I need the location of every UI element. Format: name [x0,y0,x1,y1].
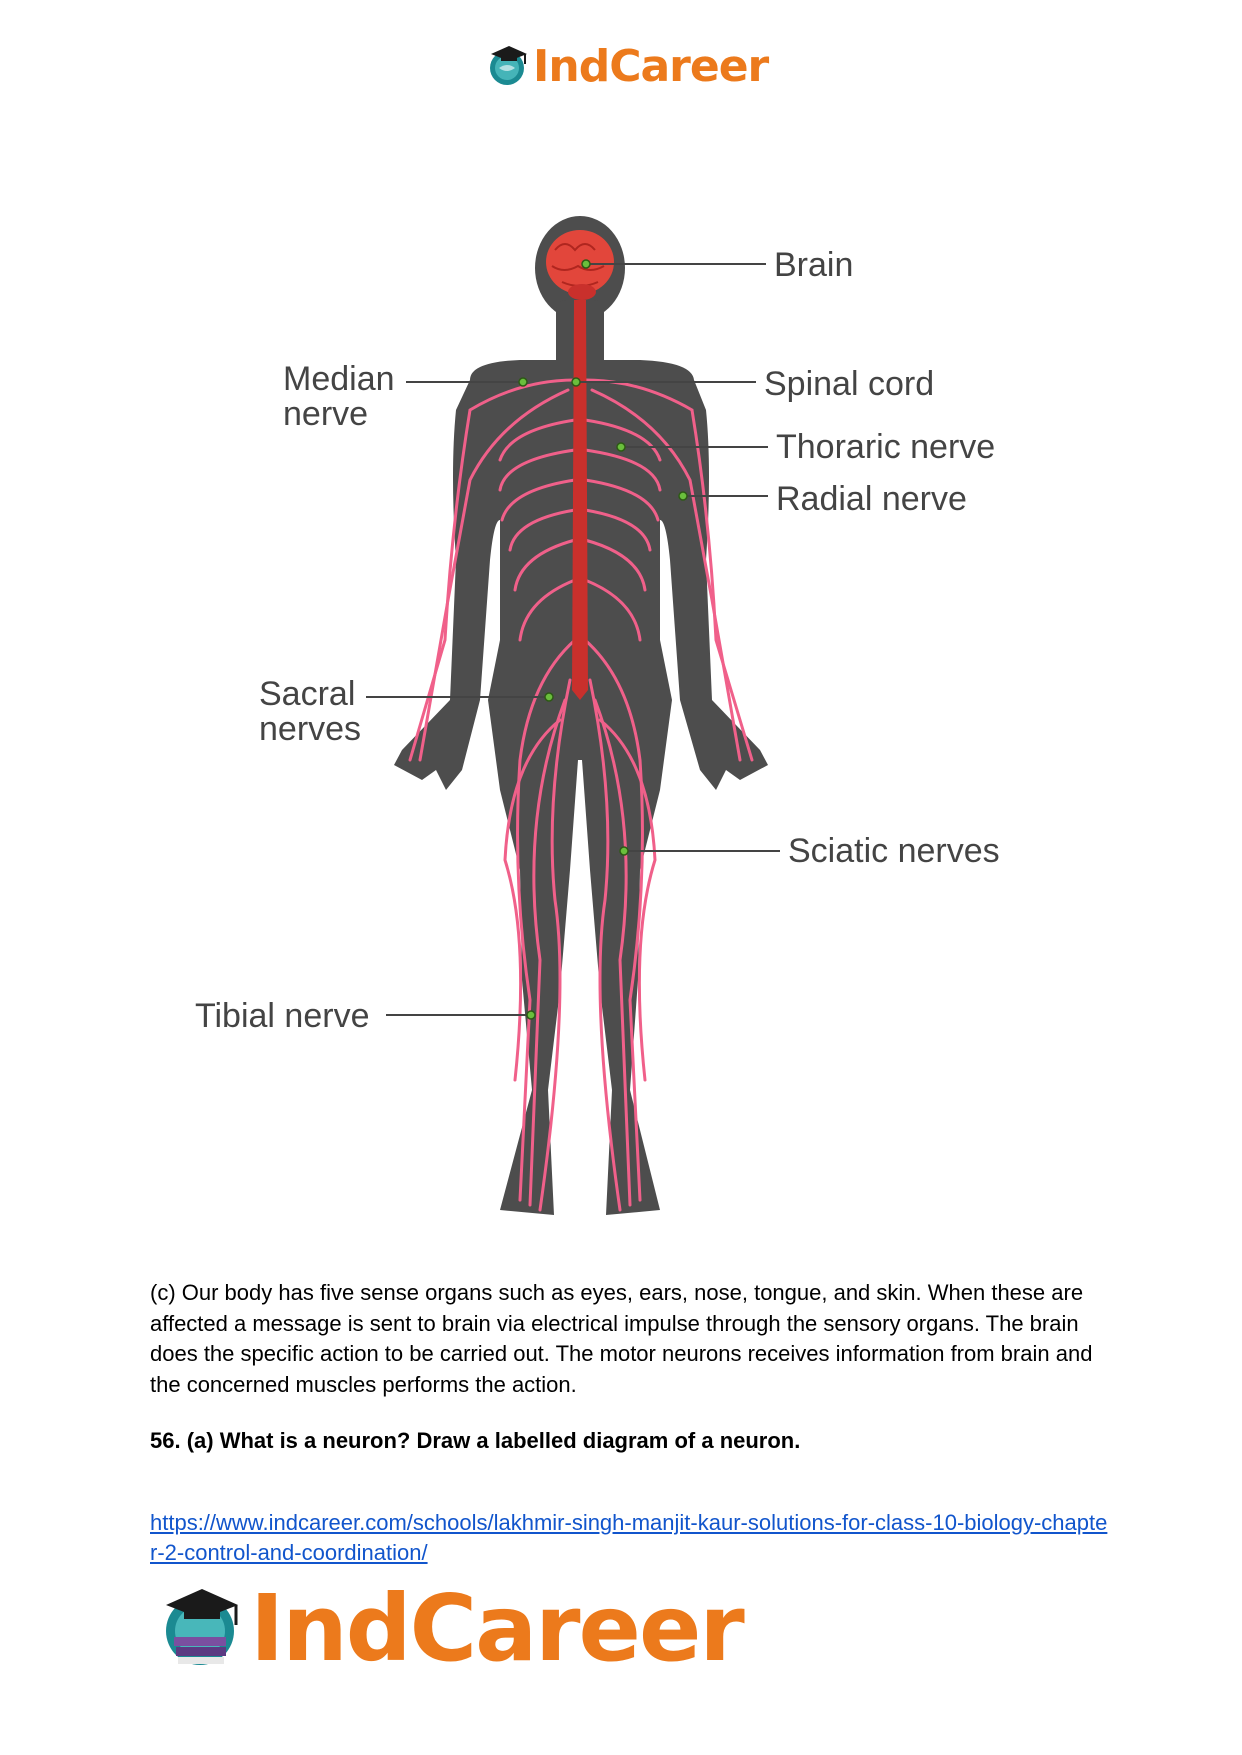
label-median-line2: nerve [283,395,369,433]
question-heading: 56. (a) What is a neuron? Draw a labelled diagram of a neuron. [150,1428,801,1453]
label-sacral-line2: nerves [259,710,362,748]
header-logo [487,40,768,92]
nervous-system-diagram [0,190,1242,1230]
graduation-cap-books-icon [160,1585,246,1671]
label-radial-nerve: Radial nerve [776,480,967,518]
graduation-cap-globe-icon [487,44,531,88]
label-thoracic-nerve: Thoraric nerve [776,428,996,466]
logo-text: IndCareer [533,40,769,92]
label-spinal-cord: Spinal cord [764,365,935,403]
label-median-line1: Median [283,360,395,398]
label-sacral-line1: Sacral [259,675,356,713]
label-sciatic-nerves: Sciatic nerves [788,832,1000,870]
label-brain: Brain [774,246,854,284]
label-tibial-nerve: Tibial nerve [195,997,370,1035]
spinal-cord [572,300,588,700]
footer-logo [160,1574,743,1682]
answer-paragraph: (c) Our body has five sense organs such as eyes, ears, nose, tongue, and skin. When these are affected a message is sent to brain via electrical impulse through the sensory organs. The brain does the specific action to be carried out. The motor neurons receives information from brain and the concerned muscles performs the action. [150,1280,1093,1397]
logo-text: IndCareer [250,1574,743,1682]
source-link[interactable]: https://www.indcareer.com/schools/lakhmir-singh-manjit-kaur-solutions-for-class-10-biology-chapter-2-control-and-coordination/ [150,1510,1108,1565]
